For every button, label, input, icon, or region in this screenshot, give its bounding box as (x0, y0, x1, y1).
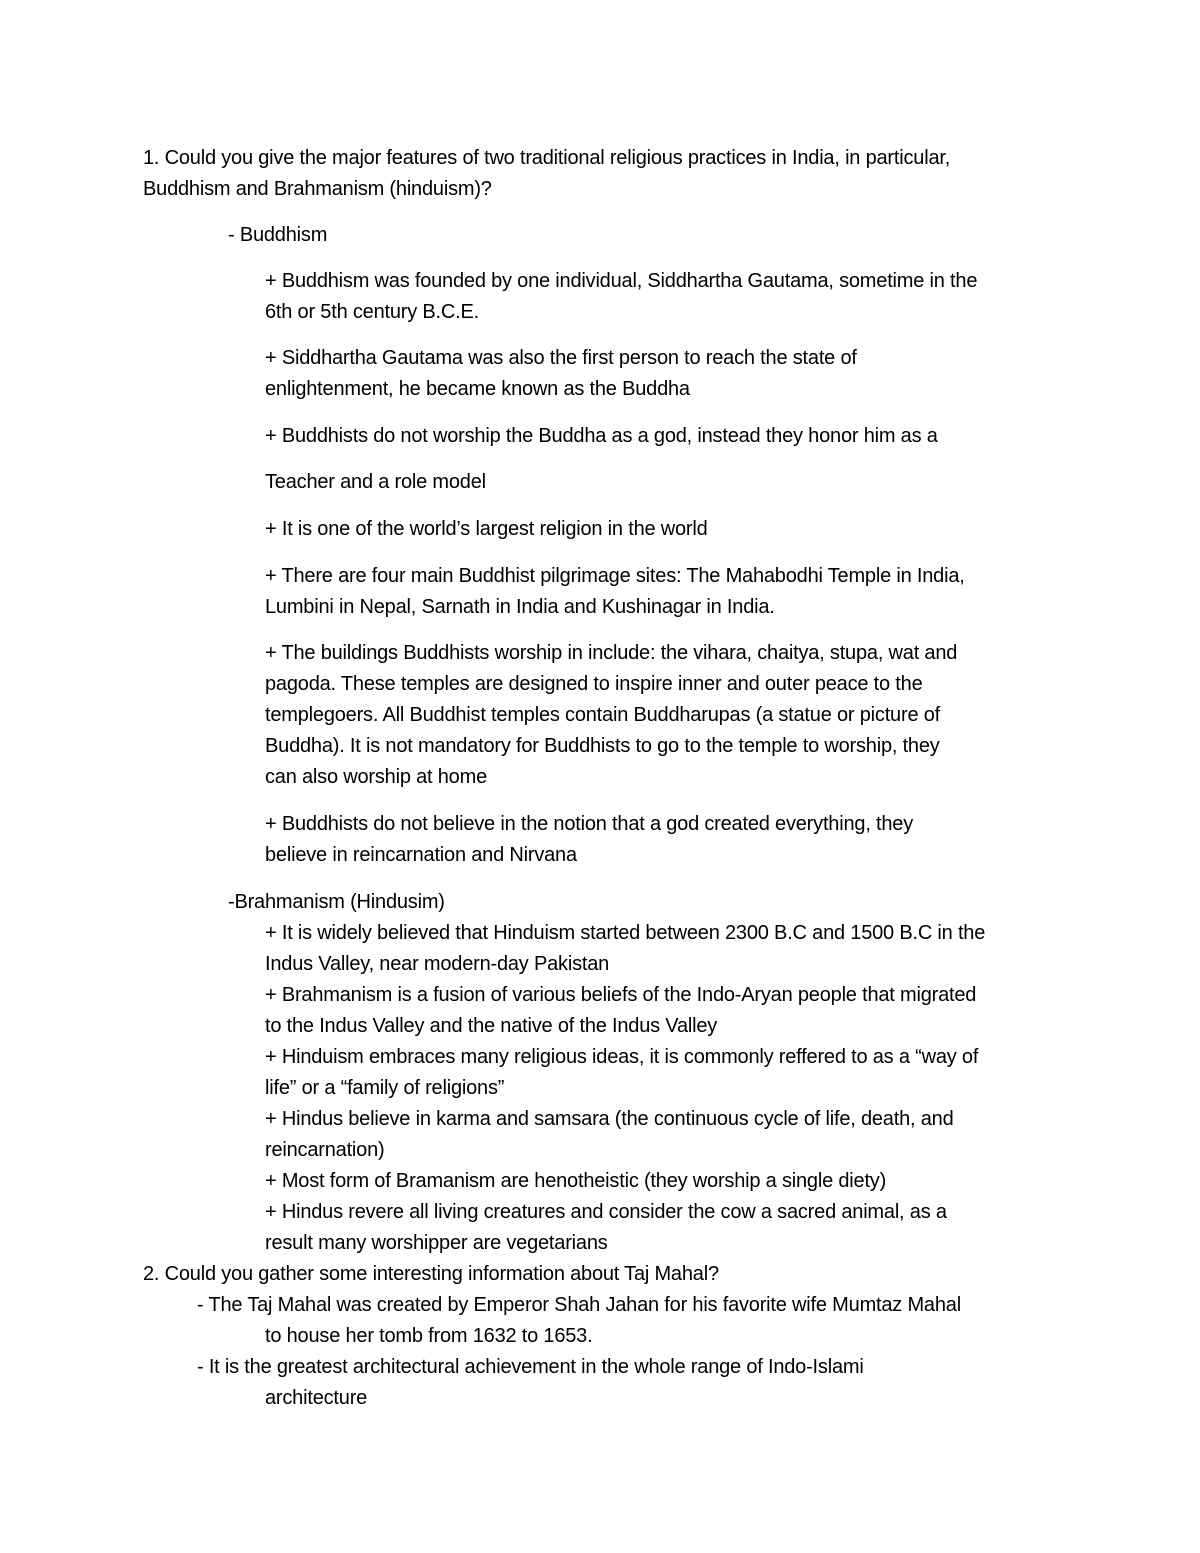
buddhism-point-6-cont-3: Buddha). It is not mandatory for Buddhists to go to the temple to worship, they (265, 735, 940, 757)
buddhism-point-6-cont-4: can also worship at home (265, 766, 487, 788)
taj-mahal-point-2-cont: architecture (265, 1387, 368, 1409)
question-1-line-1: 1. Could you give the major features of two traditional religious practices in India, in particular, (143, 147, 951, 169)
buddhism-point-3: + Buddhists do not worship the Buddha as a god, instead they honor him as a (265, 425, 938, 447)
brahmanism-point-1: + It is widely believed that Hinduism started between 2300 B.C and 1500 B.C in the (265, 922, 986, 944)
brahmanism-point-3-cont: life” or a “family of religions” (265, 1077, 505, 1099)
buddhism-point-4: + It is one of the world’s largest religion in the world (265, 518, 708, 540)
brahmanism-point-4: + Hindus believe in karma and samsara (the continuous cycle of life, death, and (265, 1108, 954, 1130)
brahmanism-heading: -Brahmanism (Hindusim) (228, 891, 445, 913)
buddhism-point-1: + Buddhism was founded by one individual, Siddhartha Gautama, sometime in the (265, 270, 978, 292)
brahmanism-point-6: + Hindus revere all living creatures and consider the cow a sacred animal, as a (265, 1201, 947, 1223)
question-2: 2. Could you gather some interesting information about Taj Mahal? (143, 1263, 719, 1285)
taj-mahal-point-1: - The Taj Mahal was created by Emperor Shah Jahan for his favorite wife Mumtaz Mahal (197, 1294, 961, 1316)
buddhism-point-2: + Siddhartha Gautama was also the first person to reach the state of (265, 347, 857, 369)
buddhism-point-5-cont: Lumbini in Nepal, Sarnath in India and Kushinagar in India. (265, 596, 775, 618)
brahmanism-point-1-cont: Indus Valley, near modern-day Pakistan (265, 953, 610, 975)
taj-mahal-point-2: - It is the greatest architectural achievement in the whole range of Indo-Islami (197, 1356, 864, 1378)
taj-mahal-point-1-cont: to house her tomb from 1632 to 1653. (265, 1325, 593, 1347)
brahmanism-point-5: + Most form of Bramanism are henotheistic (they worship a single diety) (265, 1170, 887, 1192)
buddhism-point-3-cont: Teacher and a role model (265, 471, 486, 493)
brahmanism-point-2-cont: to the Indus Valley and the native of the Indus Valley (265, 1015, 718, 1037)
brahmanism-point-4-cont: reincarnation) (265, 1139, 385, 1161)
buddhism-point-7: + Buddhists do not believe in the notion that a god created everything, they (265, 813, 914, 835)
brahmanism-point-3: + Hinduism embraces many religious ideas, it is commonly reffered to as a “way of (265, 1046, 979, 1068)
buddhism-point-6-cont-2: templegoers. All Buddhist temples contain Buddharupas (a statue or picture of (265, 704, 941, 726)
buddhism-point-6-cont-1: pagoda. These temples are designed to inspire inner and outer peace to the (265, 673, 923, 695)
buddhism-point-7-cont: believe in reincarnation and Nirvana (265, 844, 577, 866)
brahmanism-point-2: + Brahmanism is a fusion of various beliefs of the Indo-Aryan people that migrated (265, 984, 977, 1006)
buddhism-point-6: + The buildings Buddhists worship in include: the vihara, chaitya, stupa, wat and (265, 642, 958, 664)
buddhism-point-5: + There are four main Buddhist pilgrimage sites: The Mahabodhi Temple in India, (265, 565, 965, 587)
buddhism-point-1-cont: 6th or 5th century B.C.E. (265, 301, 479, 323)
buddhism-point-2-cont: enlightenment, he became known as the Buddha (265, 378, 690, 400)
question-1-line-2: Buddhism and Brahmanism (hinduism)? (143, 178, 492, 200)
buddhism-heading: - Buddhism (228, 224, 328, 246)
brahmanism-point-6-cont: result many worshipper are vegetarians (265, 1232, 608, 1254)
